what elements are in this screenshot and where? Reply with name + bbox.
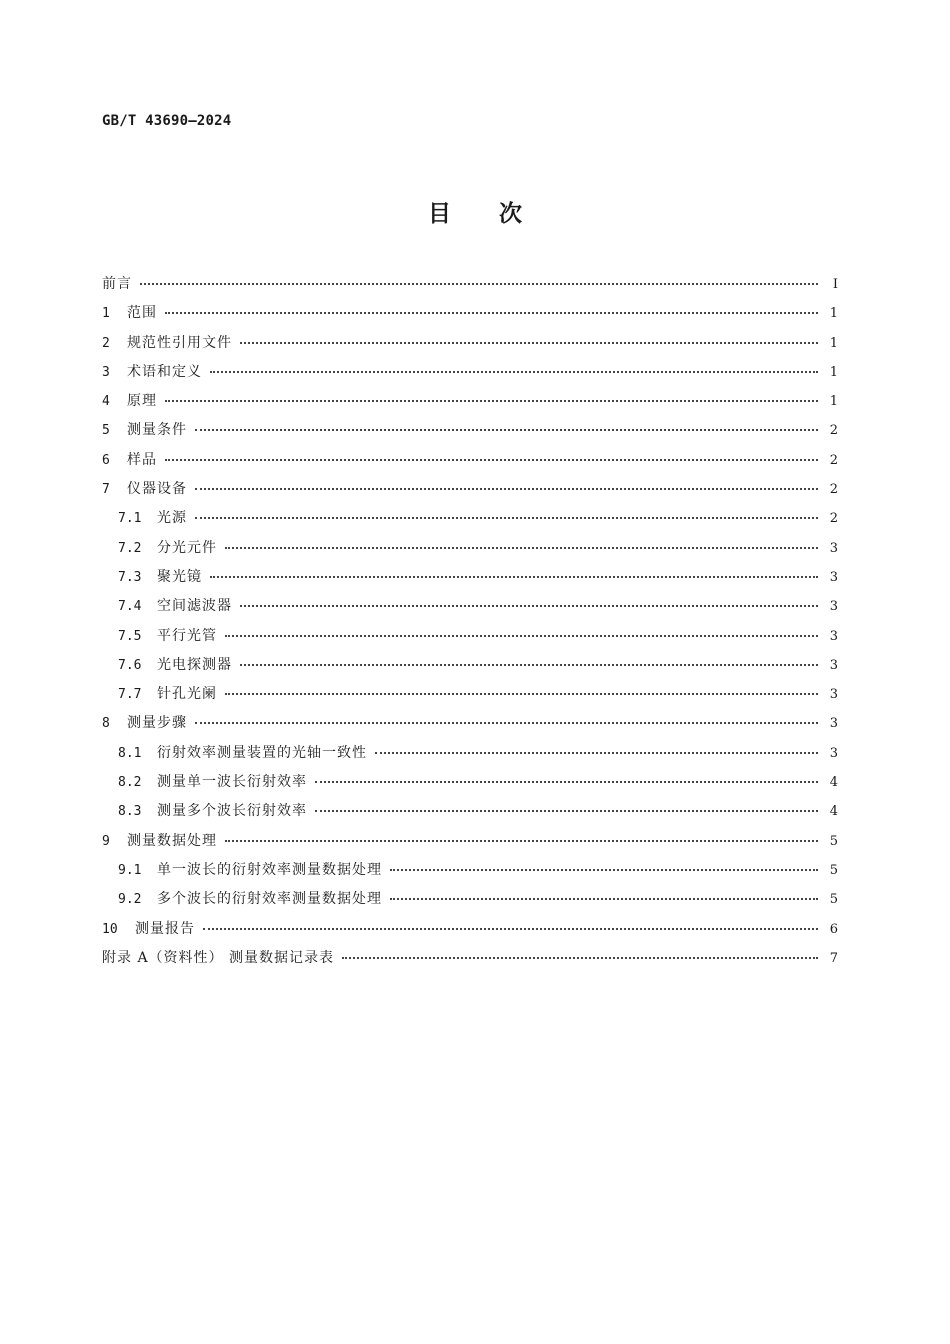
toc-entry[interactable] xyxy=(102,915,838,944)
toc-entry-number: 8.2 xyxy=(118,775,142,791)
toc-entry-page: 3 xyxy=(829,569,838,585)
toc-entry-label: 针孔光阑 xyxy=(157,686,217,703)
toc-entry-page: 3 xyxy=(829,657,838,673)
toc-entry[interactable] xyxy=(102,622,838,651)
toc-entry-number: 7 xyxy=(102,482,110,498)
dot-leader xyxy=(240,664,818,666)
toc-entry-number: 7.7 xyxy=(118,687,142,703)
toc-entry-number: 8.3 xyxy=(118,804,142,820)
toc-entry[interactable] xyxy=(102,651,838,680)
dot-leader xyxy=(315,810,818,812)
toc-entry[interactable] xyxy=(102,944,838,973)
toc-entry-label: 范围 xyxy=(127,305,157,322)
toc-entry-number: 7.2 xyxy=(118,540,142,556)
toc-entry-page: Ⅰ xyxy=(832,277,838,292)
dot-leader xyxy=(225,840,818,842)
table-of-contents xyxy=(102,270,838,973)
toc-entry-label: 测量单一波长衍射效率 xyxy=(157,774,307,791)
dot-leader xyxy=(195,488,818,490)
toc-entry-page: 4 xyxy=(829,804,838,820)
toc-entry-number: 7.5 xyxy=(118,628,142,644)
toc-entry-label: 规范性引用文件 xyxy=(127,334,232,351)
dot-leader xyxy=(225,693,818,695)
toc-entry-label: 术语和定义 xyxy=(127,363,202,380)
toc-entry-page: 3 xyxy=(829,745,838,761)
toc-entry-number: 10 xyxy=(102,921,118,937)
toc-entry-label: 样品 xyxy=(127,451,157,468)
toc-entry-label: 测量步骤 xyxy=(127,715,187,732)
toc-entry-page: 3 xyxy=(829,687,838,703)
toc-entry[interactable] xyxy=(102,885,838,914)
toc-entry-label: 聚光镜 xyxy=(157,568,202,585)
toc-entry-number: 9 xyxy=(102,833,110,849)
toc-entry-number: 1 xyxy=(102,306,110,322)
dot-leader xyxy=(375,752,818,754)
toc-entry[interactable] xyxy=(102,446,838,475)
toc-entry-label: 测量数据处理 xyxy=(127,832,217,849)
dot-leader xyxy=(315,781,818,783)
page-title: 目次 xyxy=(428,201,570,227)
toc-entry-number: 7.4 xyxy=(118,599,142,615)
toc-entry-label: 衍射效率测量装置的光轴一致性 xyxy=(157,744,367,761)
toc-entry-label: 分光元件 xyxy=(157,539,217,556)
toc-entry-page: 2 xyxy=(829,511,838,527)
toc-entry[interactable] xyxy=(102,504,838,533)
toc-entry-label: 测量条件 xyxy=(127,422,187,439)
toc-entry-number: 2 xyxy=(102,335,110,351)
toc-entry[interactable] xyxy=(102,270,838,299)
dot-leader xyxy=(210,371,818,373)
toc-entry-page: 1 xyxy=(829,364,838,380)
toc-entry[interactable] xyxy=(102,709,838,738)
toc-entry-label: 光源 xyxy=(157,510,187,527)
toc-entry-number: 7.1 xyxy=(118,511,142,527)
toc-entry-page: 6 xyxy=(829,921,838,937)
toc-entry-number: 4 xyxy=(102,394,110,410)
toc-entry-number: 9.1 xyxy=(118,862,142,878)
toc-entry-page: 3 xyxy=(829,540,838,556)
toc-entry-number: 8.1 xyxy=(118,745,142,761)
dot-leader xyxy=(225,547,818,549)
toc-entry-label: 测量报告 xyxy=(135,920,195,937)
toc-entry-label: 附录 A（资料性） 测量数据记录表 xyxy=(102,949,335,966)
toc-entry-page: 4 xyxy=(829,775,838,791)
dot-leader xyxy=(165,459,818,461)
toc-entry-page: 5 xyxy=(829,833,838,849)
toc-entry-label: 光电探测器 xyxy=(157,656,232,673)
toc-entry[interactable] xyxy=(102,475,838,504)
dot-leader xyxy=(195,429,818,431)
dot-leader xyxy=(165,400,818,402)
toc-entry-number: 3 xyxy=(102,364,110,380)
toc-entry-label: 测量多个波长衍射效率 xyxy=(157,803,307,820)
dot-leader xyxy=(390,898,818,900)
toc-entry-number: 6 xyxy=(102,452,110,468)
toc-entry-page: 1 xyxy=(829,306,838,322)
dot-leader xyxy=(195,722,818,724)
dot-leader xyxy=(140,283,818,285)
toc-entry-page: 2 xyxy=(829,482,838,498)
toc-entry[interactable] xyxy=(102,416,838,445)
toc-entry-page: 3 xyxy=(829,716,838,732)
dot-leader xyxy=(203,928,818,930)
dot-leader xyxy=(240,342,818,344)
toc-entry-label: 前言 xyxy=(102,276,132,292)
toc-entry-page: 1 xyxy=(829,335,838,351)
toc-entry-page: 3 xyxy=(829,628,838,644)
standard-code: GB/T 43690—2024 xyxy=(102,113,232,129)
toc-entry[interactable] xyxy=(102,387,838,416)
dot-leader xyxy=(210,576,818,578)
toc-entry-label: 仪器设备 xyxy=(127,481,187,498)
toc-entry-page: 5 xyxy=(829,862,838,878)
toc-entry-number: 7.3 xyxy=(118,569,142,585)
dot-leader xyxy=(390,869,818,871)
toc-entry[interactable] xyxy=(102,358,838,387)
toc-entry[interactable] xyxy=(102,797,838,826)
toc-entry-page: 5 xyxy=(829,892,838,908)
toc-entry[interactable] xyxy=(102,680,838,709)
toc-entry-number: 5 xyxy=(102,423,110,439)
dot-leader xyxy=(342,957,818,959)
dot-leader xyxy=(195,517,818,519)
toc-entry[interactable] xyxy=(102,534,838,563)
dot-leader xyxy=(240,605,818,607)
dot-leader xyxy=(165,312,818,314)
toc-entry-label: 多个波长的衍射效率测量数据处理 xyxy=(157,891,382,908)
toc-entry[interactable] xyxy=(102,856,838,885)
toc-entry-page: 2 xyxy=(829,423,838,439)
toc-entry[interactable] xyxy=(102,827,838,856)
toc-entry-number: 8 xyxy=(102,716,110,732)
toc-entry[interactable] xyxy=(102,739,838,768)
toc-entry-page: 3 xyxy=(829,599,838,615)
toc-entry-number: 9.2 xyxy=(118,892,142,908)
toc-entry[interactable] xyxy=(102,329,838,358)
toc-entry-number: 7.6 xyxy=(118,657,142,673)
toc-entry[interactable] xyxy=(102,299,838,328)
toc-entry[interactable] xyxy=(102,768,838,797)
toc-entry[interactable] xyxy=(102,592,838,621)
toc-entry-page: 2 xyxy=(829,452,838,468)
toc-entry-label: 原理 xyxy=(127,393,157,410)
toc-entry-page: 1 xyxy=(829,394,838,410)
toc-entry-label: 单一波长的衍射效率测量数据处理 xyxy=(157,861,382,878)
toc-entry[interactable] xyxy=(102,563,838,592)
dot-leader xyxy=(225,635,818,637)
toc-entry-label: 空间滤波器 xyxy=(157,598,232,615)
toc-entry-page: 7 xyxy=(829,950,838,966)
toc-entry-label: 平行光管 xyxy=(157,627,217,644)
